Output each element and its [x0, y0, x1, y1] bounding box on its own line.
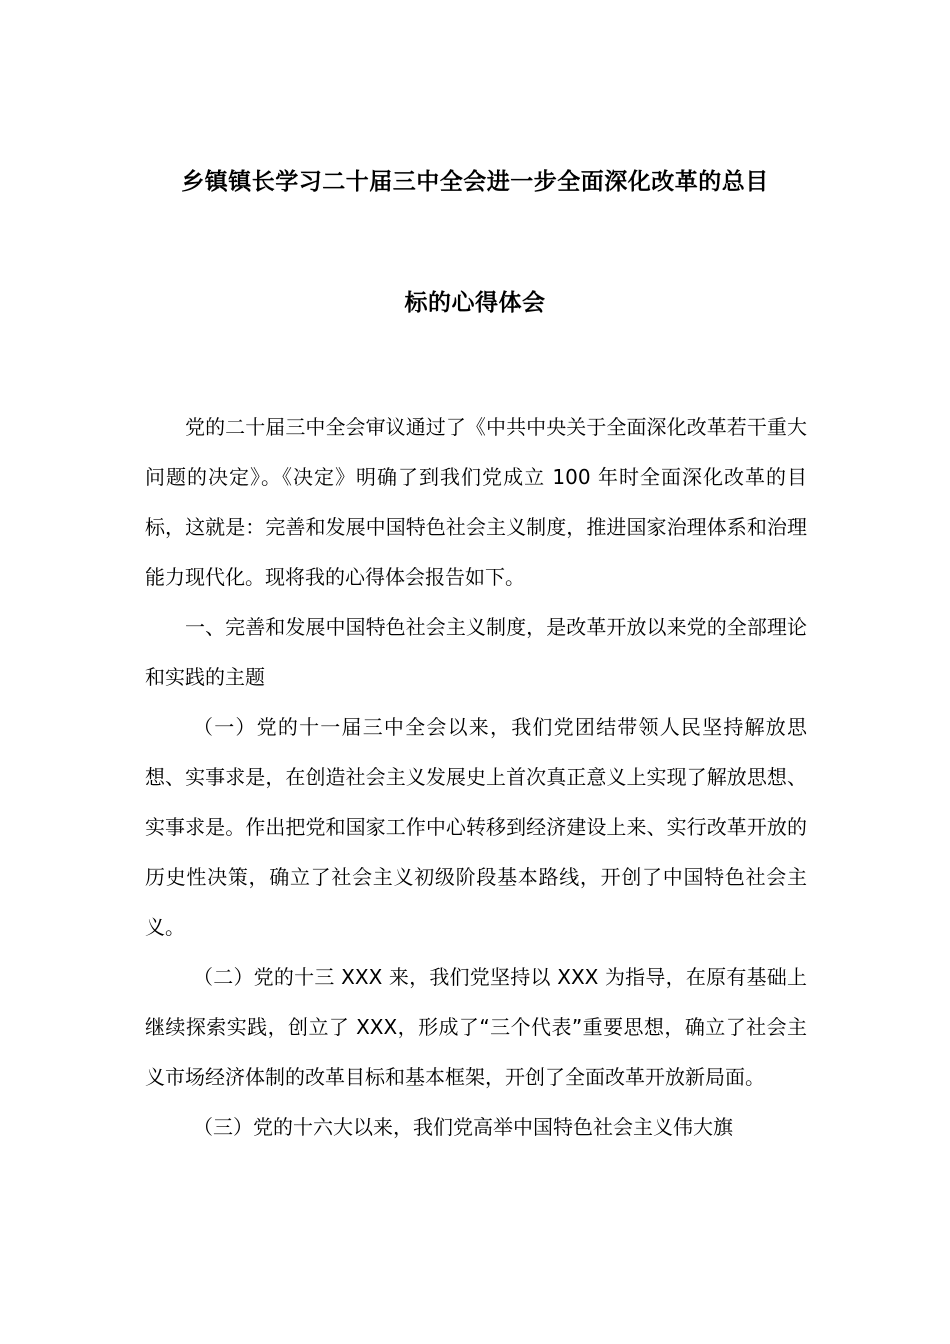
document-body — [145, 402, 807, 1152]
subsection-paragraph-1: （一）党的十一届三中全会以来，我们党团结带领人民坚持解放思想、实事求是，在创造社会主义发展史上首次真正意义上实现了解放思想、实事求是。作出把党和国家工作中心转移到经济建设上来、实行改革开放的历史性决策，确立了社会主义初级阶段基本路线，开创了中国特色社会主义。 — [145, 715, 807, 939]
document-title-line-2: 标的心得体会 — [404, 290, 546, 316]
document-title-line-1: 乡镇镇长学习二十届三中全会进一步全面深化改革的总目 — [181, 169, 769, 195]
subsection-paragraph-3: （三）党的十六大以来，我们党高举中国特色社会主义伟大旗 — [193, 1115, 733, 1139]
intro-paragraph: 党的二十届三中全会审议通过了《中共中央关于全面深化改革若干重大问题的决定》。《决定》明确了到我们党成立 100 年时全面深化改革的目标，这就是：完善和发展中国特色社会主义制度，推进国家治理体系和治理能力现代化。现将我的心得体会报告如下。 — [145, 415, 807, 589]
section-heading-1: 一、完善和发展中国特色社会主义制度，是改革开放以来党的全部理论和实践的主题 — [145, 615, 807, 689]
subsection-paragraph-2: （二）党的十三 XXX 来，我们党坚持以 XXX 为指导，在原有基础上继续探索实践，创立了 XXX，形成了“三个代表”重要思想，确立了社会主义市场经济体制的改革目标和基本框架，开创了全面改革开放新局面。 — [145, 965, 807, 1089]
